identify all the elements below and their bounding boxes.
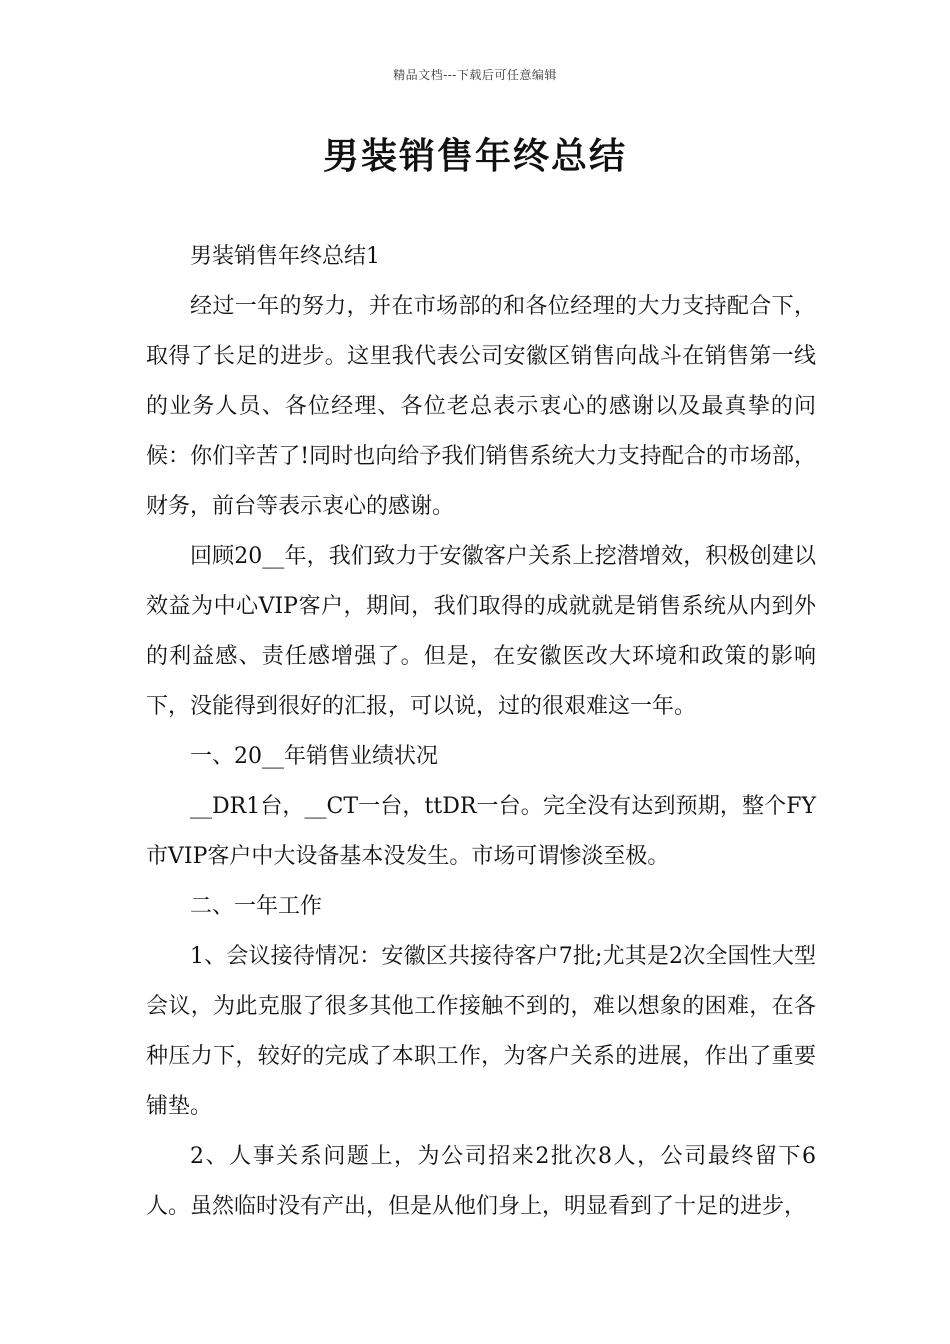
section-heading-sales: 一、20__年销售业绩状况	[190, 744, 438, 769]
header-note: 精品文档---下载后可任意编辑	[393, 68, 557, 82]
document-body	[146, 232, 816, 1232]
paragraph-personnel: 2、人事关系问题上，为公司招来2批次8人，公司最终留下6人。虽然临时没有产出，但是从他们身上，明显看到了十足的进步，	[146, 1144, 816, 1219]
paragraph-meetings: 1、会议接待情况：安徽区共接待客户7批;尤其是2次全国性大型会议，为此克服了很多其他工作接触不到的，难以想象的困难，在各种压力下，较好的完成了本职工作，为客户关系的进展，作出了重要铺垫。	[146, 944, 816, 1119]
paragraph-intro: 经过一年的努力，并在市场部的和各位经理的大力支持配合下，取得了长足的进步。这里我代表公司安徽区销售向战斗在销售第一线的业务人员、各位经理、各位老总表示衷心的感谢以及最真挚的问候：你们辛苦了!同时也向给予我们销售系统大力支持配合的市场部，财务，前台等表示衷心的感谢。	[146, 294, 816, 519]
paragraph-review: 回顾20__年，我们致力于安徽客户关系上挖潜增效，积极创建以效益为中心VIP客户，期间，我们取得的成就就是销售系统从内到外的利益感、责任感增强了。但是，在安徽医改大环境和政策的影响下，没能得到很好的汇报，可以说，过的很艰难这一年。	[146, 544, 816, 719]
paragraph-subtitle: 男装销售年终总结1	[190, 244, 380, 269]
section-heading-work: 二、一年工作	[190, 894, 323, 919]
document-title: 男装销售年终总结	[322, 135, 627, 177]
paragraph-sales: __DR1台，__CT一台，ttDR一台。完全没有达到预期，整个FY市VIP客户中大设备基本没发生。市场可谓惨淡至极。	[146, 794, 816, 869]
